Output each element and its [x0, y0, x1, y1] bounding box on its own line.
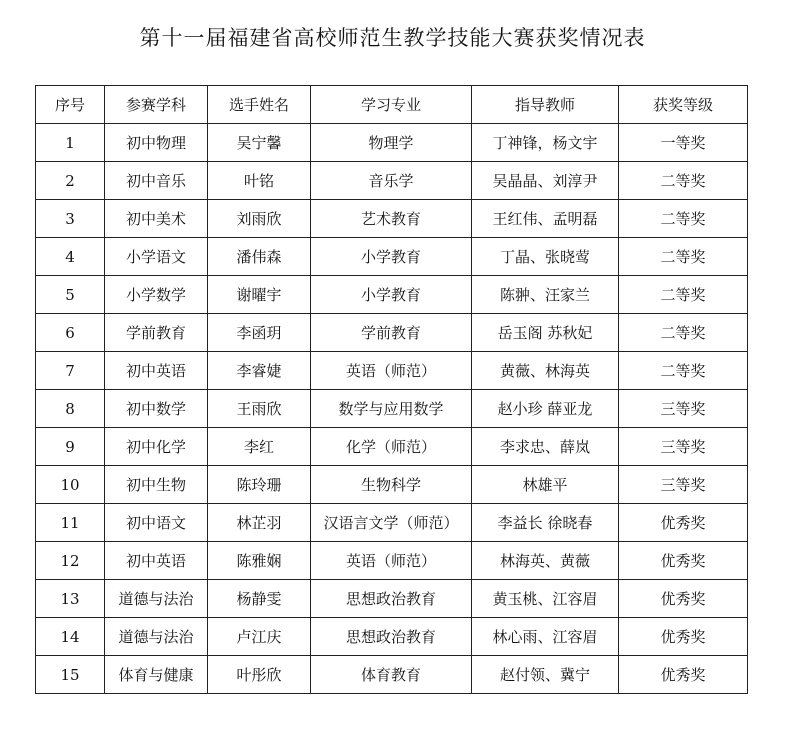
- cell-contestant: 陈玲珊: [208, 466, 311, 504]
- cell-subject: 小学语文: [105, 238, 208, 276]
- header-contestant: 选手姓名: [208, 86, 311, 124]
- cell-advisor: 黄玉桃、江容眉: [472, 580, 619, 618]
- cell-subject: 初中英语: [105, 352, 208, 390]
- cell-contestant: 潘伟森: [208, 238, 311, 276]
- cell-contestant: 李红: [208, 428, 311, 466]
- table-row: [36, 656, 748, 694]
- cell-award: 二等奖: [619, 162, 748, 200]
- table-row: [36, 314, 748, 352]
- table-row: [36, 352, 748, 390]
- cell-award: 三等奖: [619, 428, 748, 466]
- cell-subject: 初中化学: [105, 428, 208, 466]
- header-index: 序号: [36, 86, 105, 124]
- cell-index: 12: [36, 542, 105, 580]
- cell-index: 9: [36, 428, 105, 466]
- cell-award: 二等奖: [619, 314, 748, 352]
- cell-index: 6: [36, 314, 105, 352]
- table-header: [36, 86, 748, 124]
- cell-index: 11: [36, 504, 105, 542]
- cell-index: 14: [36, 618, 105, 656]
- cell-major: 生物科学: [311, 466, 472, 504]
- cell-subject: 初中英语: [105, 542, 208, 580]
- table-row: [36, 238, 748, 276]
- cell-advisor: 吴晶晶、刘淳尹: [472, 162, 619, 200]
- cell-advisor: 岳玉阁 苏秋妃: [472, 314, 619, 352]
- cell-subject: 道德与法治: [105, 580, 208, 618]
- cell-major: 物理学: [311, 124, 472, 162]
- cell-contestant: 杨静雯: [208, 580, 311, 618]
- cell-award: 二等奖: [619, 238, 748, 276]
- cell-award: 优秀奖: [619, 618, 748, 656]
- table-row: [36, 428, 748, 466]
- cell-advisor: 林心雨、江容眉: [472, 618, 619, 656]
- table-row: [36, 124, 748, 162]
- cell-award: 三等奖: [619, 390, 748, 428]
- cell-advisor: 丁神锋，杨文宇: [472, 124, 619, 162]
- cell-index: 13: [36, 580, 105, 618]
- header-row: [36, 86, 748, 124]
- header-subject: 参赛学科: [105, 86, 208, 124]
- cell-advisor: 李求忠、薛岚: [472, 428, 619, 466]
- cell-subject: 初中美术: [105, 200, 208, 238]
- cell-major: 体育教育: [311, 656, 472, 694]
- cell-award: 优秀奖: [619, 580, 748, 618]
- cell-award: 优秀奖: [619, 504, 748, 542]
- cell-index: 15: [36, 656, 105, 694]
- page-title: 第十一届福建省高校师范生教学技能大赛获奖情况表: [139, 26, 646, 50]
- table-body: [36, 124, 748, 694]
- cell-contestant: 林芷羽: [208, 504, 311, 542]
- cell-index: 1: [36, 124, 105, 162]
- table-row: [36, 542, 748, 580]
- cell-subject: 道德与法治: [105, 618, 208, 656]
- cell-major: 思想政治教育: [311, 580, 472, 618]
- table-row: [36, 276, 748, 314]
- cell-subject: 小学数学: [105, 276, 208, 314]
- cell-contestant: 刘雨欣: [208, 200, 311, 238]
- awards-table: [35, 85, 748, 694]
- cell-advisor: 李益长 徐晓春: [472, 504, 619, 542]
- cell-award: 优秀奖: [619, 542, 748, 580]
- cell-index: 3: [36, 200, 105, 238]
- table-row: [36, 580, 748, 618]
- cell-advisor: 林雄平: [472, 466, 619, 504]
- cell-subject: 初中生物: [105, 466, 208, 504]
- cell-subject: 学前教育: [105, 314, 208, 352]
- cell-contestant: 王雨欣: [208, 390, 311, 428]
- cell-index: 7: [36, 352, 105, 390]
- cell-major: 音乐学: [311, 162, 472, 200]
- cell-advisor: 黄薇、林海英: [472, 352, 619, 390]
- table-row: [36, 200, 748, 238]
- cell-award: 优秀奖: [619, 656, 748, 694]
- cell-major: 英语（师范）: [311, 542, 472, 580]
- cell-major: 思想政治教育: [311, 618, 472, 656]
- cell-advisor: 赵付领、冀宁: [472, 656, 619, 694]
- cell-index: 8: [36, 390, 105, 428]
- table-row: [36, 618, 748, 656]
- cell-advisor: 赵小珍 薛亚龙: [472, 390, 619, 428]
- header-award: 获奖等级: [619, 86, 748, 124]
- cell-contestant: 李睿婕: [208, 352, 311, 390]
- table-row: [36, 466, 748, 504]
- cell-subject: 初中物理: [105, 124, 208, 162]
- cell-contestant: 李函玥: [208, 314, 311, 352]
- cell-contestant: 吴宁馨: [208, 124, 311, 162]
- cell-contestant: 叶铭: [208, 162, 311, 200]
- cell-award: 二等奖: [619, 352, 748, 390]
- cell-index: 4: [36, 238, 105, 276]
- cell-subject: 初中数学: [105, 390, 208, 428]
- cell-major: 小学教育: [311, 276, 472, 314]
- cell-index: 5: [36, 276, 105, 314]
- cell-major: 艺术教育: [311, 200, 472, 238]
- cell-advisor: 丁晶、张晓莺: [472, 238, 619, 276]
- cell-subject: 初中音乐: [105, 162, 208, 200]
- cell-award: 一等奖: [619, 124, 748, 162]
- header-major: 学习专业: [311, 86, 472, 124]
- cell-contestant: 谢曜宇: [208, 276, 311, 314]
- cell-contestant: 卢江庆: [208, 618, 311, 656]
- cell-index: 2: [36, 162, 105, 200]
- cell-award: 二等奖: [619, 276, 748, 314]
- cell-subject: 体育与健康: [105, 656, 208, 694]
- cell-major: 汉语言文学（师范）: [311, 504, 472, 542]
- cell-major: 学前教育: [311, 314, 472, 352]
- cell-advisor: 陈翀、汪家兰: [472, 276, 619, 314]
- table-row: [36, 390, 748, 428]
- cell-advisor: 王红伟、孟明磊: [472, 200, 619, 238]
- table-row: [36, 162, 748, 200]
- cell-major: 数学与应用数学: [311, 390, 472, 428]
- header-advisor: 指导教师: [472, 86, 619, 124]
- cell-award: 二等奖: [619, 200, 748, 238]
- cell-contestant: 叶彤欣: [208, 656, 311, 694]
- cell-major: 英语（师范）: [311, 352, 472, 390]
- cell-major: 小学教育: [311, 238, 472, 276]
- cell-index: 10: [36, 466, 105, 504]
- cell-major: 化学（师范）: [311, 428, 472, 466]
- cell-advisor: 林海英、黄薇: [472, 542, 619, 580]
- table-row: [36, 504, 748, 542]
- cell-subject: 初中语文: [105, 504, 208, 542]
- cell-contestant: 陈雅娴: [208, 542, 311, 580]
- cell-award: 三等奖: [619, 466, 748, 504]
